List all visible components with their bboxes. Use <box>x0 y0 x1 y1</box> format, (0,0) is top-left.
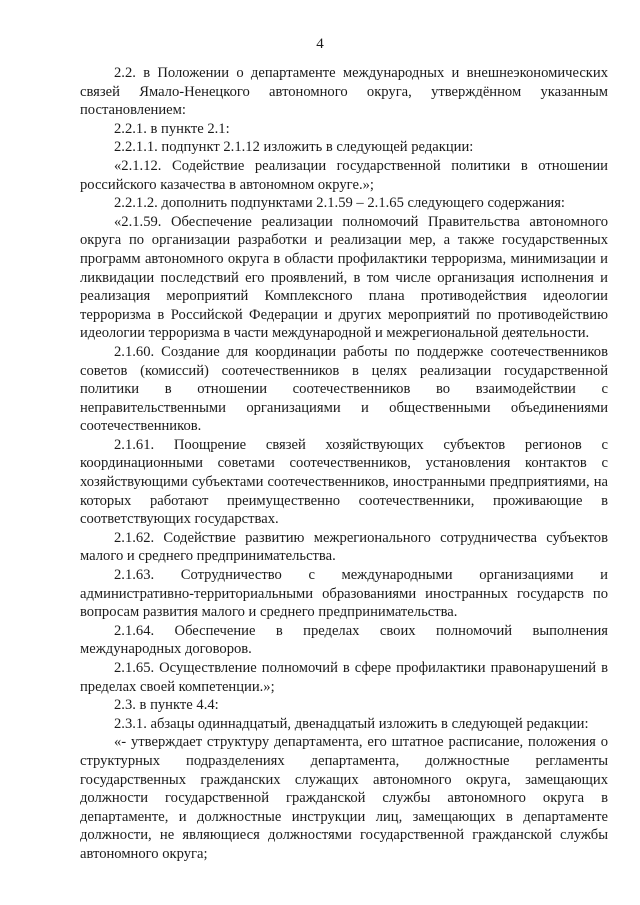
paragraph: 2.2. в Положении о департаменте международных и внешнеэкономических связей Ямало-Ненецкого автономного округа, утверждённом указанным постановлением: <box>80 65 608 119</box>
paragraph: 2.1.62. Содействие развитию межрегионального сотрудничества субъектов малого и среднего предпринимательства. <box>80 529 608 565</box>
paragraph: 2.1.65. Осуществление полномочий в сфере профилактики правонарушений в пределах своей компетенции.»; <box>80 660 608 695</box>
paragraph: «2.1.59. Обеспечение реализации полномочий Правительства автономного округа по организации разработки и реализации мер, а также государственных программ автономного округа в области профилактики терроризма, минимизации и ликвидации последствий его проявлений, в том числе организация исполнения и реализация мероприятий Комплексного плана противодействия идеологии терроризма в Российской Федерации и других мероприятий по противодействию идеологии терроризма в части международной и межрегиональной деятельности. <box>80 213 608 342</box>
paragraph: 2.2.1.1. подпункт 2.1.12 изложить в следующей редакции: <box>114 139 474 156</box>
paragraph: 2.1.64. Обеспечение в пределах своих полномочий выполнения международных договоров. <box>80 622 608 658</box>
paragraph: 2.1.63. Сотрудничество с международными организациями и административно-территориальными образованиями иностранных государств по вопросам развития малого и среднего предпринимательства. <box>80 567 608 621</box>
paragraph: «- утверждает структуру департамента, его штатное расписание, положения о структурных подразделениях департамента, должностные регламенты государственных гражданских служащих автономного округа, замещающих должности государственной гражданской службы автономного округа в департаменте, и должностные инструкции лиц, замещающих в департаменте должности, не являющиеся должностями государственной гражданской службы автономного округа; <box>80 734 608 862</box>
page-number: 4 <box>316 36 324 52</box>
paragraph: 2.1.61. Поощрение связей хозяйствующих субъектов регионов с координационными советами соотечественников, установления контактов с хозяйствующими субъектами соотечественников, иностранными предприятиями, на которых работают преимущественно соотечественники, проживающие в соответствующих государствах. <box>80 436 608 528</box>
paragraph: 2.3.1. абзацы одиннадцатый, двенадцатый изложить в следующей редакции: <box>114 715 589 732</box>
paragraph: «2.1.12. Содействие реализации государственной политики в отношении российского казачества в автономном округе.»; <box>80 157 608 193</box>
document-body <box>80 64 608 864</box>
paragraph: 2.3. в пункте 4.4: <box>114 697 219 714</box>
paragraph: 2.1.60. Создание для координации работы по поддержке соотечественников советов (комиссий) соотечественников в целях реализации государственной политики в отношении соотечественников во взаимодействии с неправительственными организациями и общественными объединениями соотечественников. <box>80 343 608 435</box>
paragraph: 2.2.1. в пункте 2.1: <box>114 120 230 137</box>
paragraph: 2.2.1.2. дополнить подпунктами 2.1.59 – 2.1.65 следующего содержания: <box>114 195 565 212</box>
